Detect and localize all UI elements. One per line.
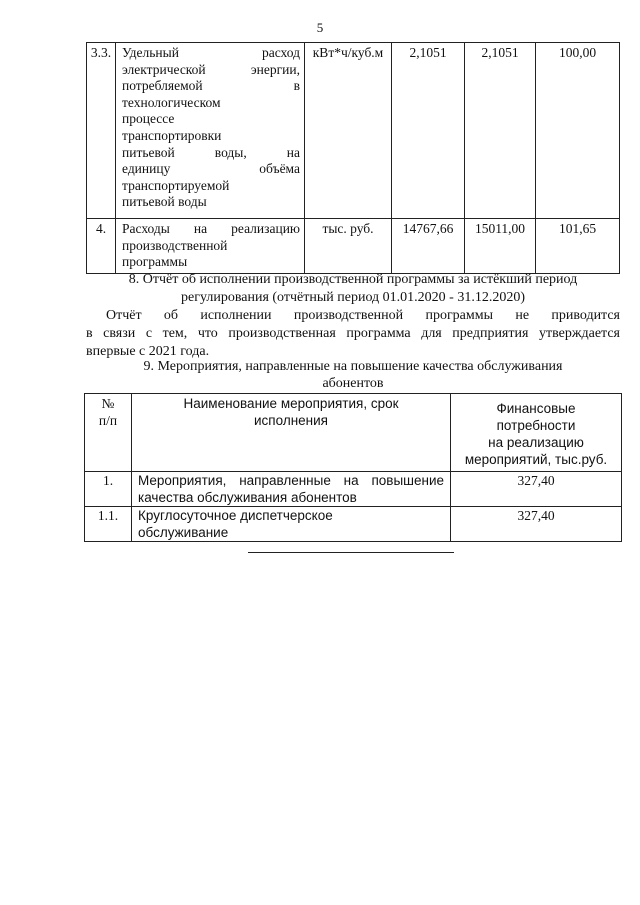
name-line: обслуживание	[138, 525, 229, 540]
section9-heading	[86, 358, 620, 392]
measure-name	[132, 507, 451, 542]
name-line: электрической энергии,	[122, 61, 300, 77]
name-line: Удельный расход	[122, 45, 300, 60]
row-number: 1.	[85, 472, 132, 507]
value-cell: 327,40	[451, 507, 622, 542]
header-line: мероприятий, тыс.руб.	[464, 452, 608, 467]
row-number: 1.1.	[85, 507, 132, 542]
name-line: единицу объёма	[122, 161, 300, 177]
value-cell: 15011,00	[465, 219, 536, 274]
name-line: Круглосуточное диспетчерское	[138, 508, 333, 523]
table-row	[87, 219, 620, 274]
header-line: исполнения	[254, 413, 328, 428]
name-line: Мероприятия, направленные на повышение	[138, 473, 444, 488]
name-line: процессе	[122, 111, 175, 127]
value-cell: 2,1051	[465, 43, 536, 219]
heading-line: регулирования (отчётный период 01.01.2020 - 31.12.2020)	[181, 290, 525, 305]
measures-table	[84, 393, 622, 542]
paragraph-line: впервые с 2021 года.	[86, 344, 210, 359]
name-line: транспортируемой	[122, 177, 230, 193]
header-line: Наименование мероприятия, срок	[183, 396, 399, 411]
name-line: производственной	[122, 237, 228, 253]
indicator-name	[116, 219, 305, 274]
value-cell: 14767,66	[392, 219, 465, 274]
heading-line: абонентов	[322, 376, 384, 391]
value-cell: 100,00	[536, 43, 620, 219]
name-line: транспортировки	[122, 127, 222, 143]
header-line: потребности	[496, 418, 576, 433]
table-row	[85, 507, 622, 542]
name-line: качества обслуживания абонентов	[138, 490, 357, 505]
value-cell: 327,40	[451, 472, 622, 507]
table-header-row	[85, 394, 622, 472]
page-number: 5	[316, 20, 324, 35]
header-line: Финансовые	[496, 401, 576, 416]
indicator-name	[116, 43, 305, 219]
header-number	[85, 394, 132, 472]
unit-cell: тыс. руб.	[305, 219, 392, 274]
header-name	[132, 394, 451, 472]
header-line: на реализацию	[488, 435, 584, 450]
unit-cell: кВт*ч/куб.м	[305, 43, 392, 219]
paragraph-line: в связи с тем, что производственная программа для предприятия утверждается	[86, 326, 620, 341]
name-line: потребляемой в	[122, 78, 300, 94]
section8-paragraph	[86, 307, 620, 361]
table-row	[85, 472, 622, 507]
header-financing	[451, 394, 622, 472]
indicators-table	[86, 42, 620, 274]
heading-line: 8. Отчёт об исполнении производственной программы за истёкший период	[128, 272, 578, 287]
header-line: п/п	[98, 413, 118, 428]
name-line: питьевой воды	[122, 194, 207, 210]
heading-line: 9. Мероприятия, направленные на повышение качества обслуживания	[143, 359, 563, 374]
section8-heading	[86, 271, 620, 307]
measure-name	[132, 472, 451, 507]
row-number: 4.	[87, 219, 116, 274]
row-number: 3.3.	[87, 43, 116, 219]
name-line: программы	[122, 254, 188, 270]
name-line: питьевой воды, на	[122, 144, 300, 160]
name-line: Расходы на реализацию	[122, 221, 300, 236]
value-cell: 101,65	[536, 219, 620, 274]
end-rule	[248, 552, 454, 553]
header-line: №	[101, 396, 115, 411]
name-line: технологическом	[122, 94, 221, 110]
paragraph-line: Отчёт об исполнении производственной программы не приводится	[106, 308, 620, 323]
table-row	[87, 43, 620, 219]
value-cell: 2,1051	[392, 43, 465, 219]
